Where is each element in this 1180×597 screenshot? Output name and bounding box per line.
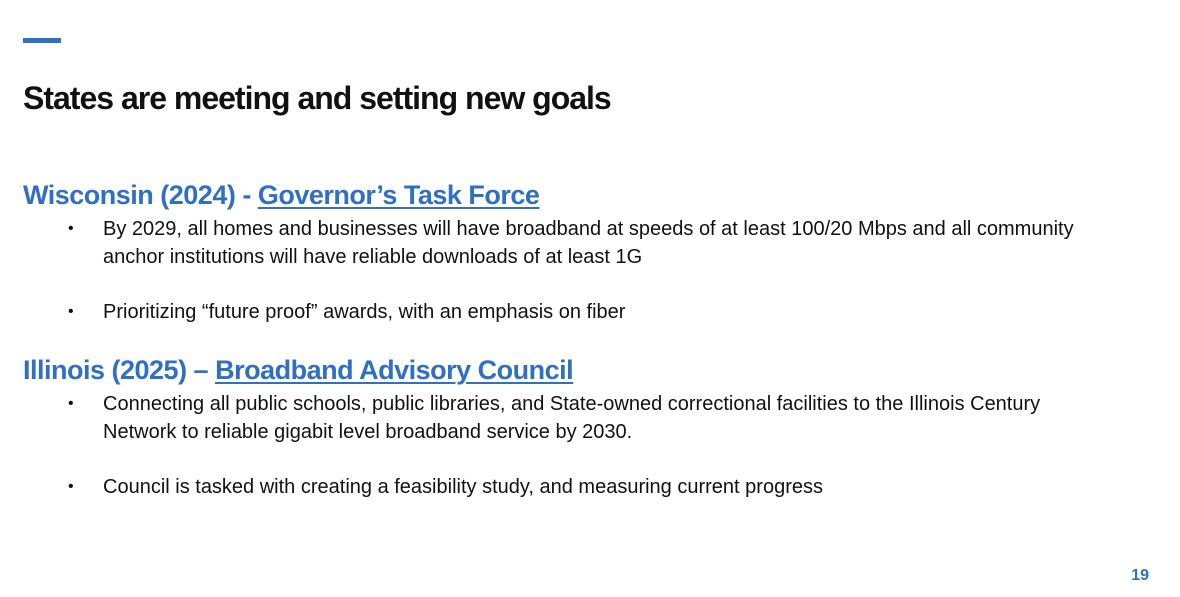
list-item [23, 215, 1103, 271]
section-heading-illinois [23, 353, 1143, 387]
bullet-text: Council is tasked with creating a feasibility study, and measuring current progress [103, 476, 823, 498]
bullet-list [23, 215, 1143, 326]
governors-task-force-link[interactable]: Governor’s Task Force [257, 180, 540, 210]
section-heading-prefix: Wisconsin (2024) - [23, 180, 258, 210]
section-heading-prefix: Illinois (2025) – [23, 355, 216, 385]
bullet-icon: • [68, 395, 74, 412]
page-number: 19 [1131, 567, 1149, 584]
accent-bar [23, 38, 61, 43]
bullet-text: By 2029, all homes and businesses will have broadband at speeds of at least 100/20 Mbps and all community anchor institutions will have reliable downloads of at least 1G [103, 218, 1074, 268]
bullet-icon: • [68, 220, 74, 237]
section-heading-wisconsin [23, 178, 1143, 212]
broadband-advisory-council-link[interactable]: Broadband Advisory Council [215, 355, 574, 385]
section-wisconsin [23, 178, 1143, 326]
list-item [23, 390, 1103, 446]
slide-title: States are meeting and setting new goals [23, 80, 611, 116]
bullet-text: Prioritizing “future proof” awards, with an emphasis on fiber [103, 301, 626, 323]
list-item [23, 298, 1103, 326]
bullet-icon: • [68, 303, 74, 320]
bullet-list [23, 390, 1143, 501]
bullet-icon: • [68, 478, 74, 495]
list-item [23, 473, 1103, 501]
section-illinois [23, 353, 1143, 501]
bullet-text: Connecting all public schools, public libraries, and State-owned correctional facilities to the Illinois Century Network to reliable gigabit level broadband service by 2030. [103, 393, 1041, 443]
